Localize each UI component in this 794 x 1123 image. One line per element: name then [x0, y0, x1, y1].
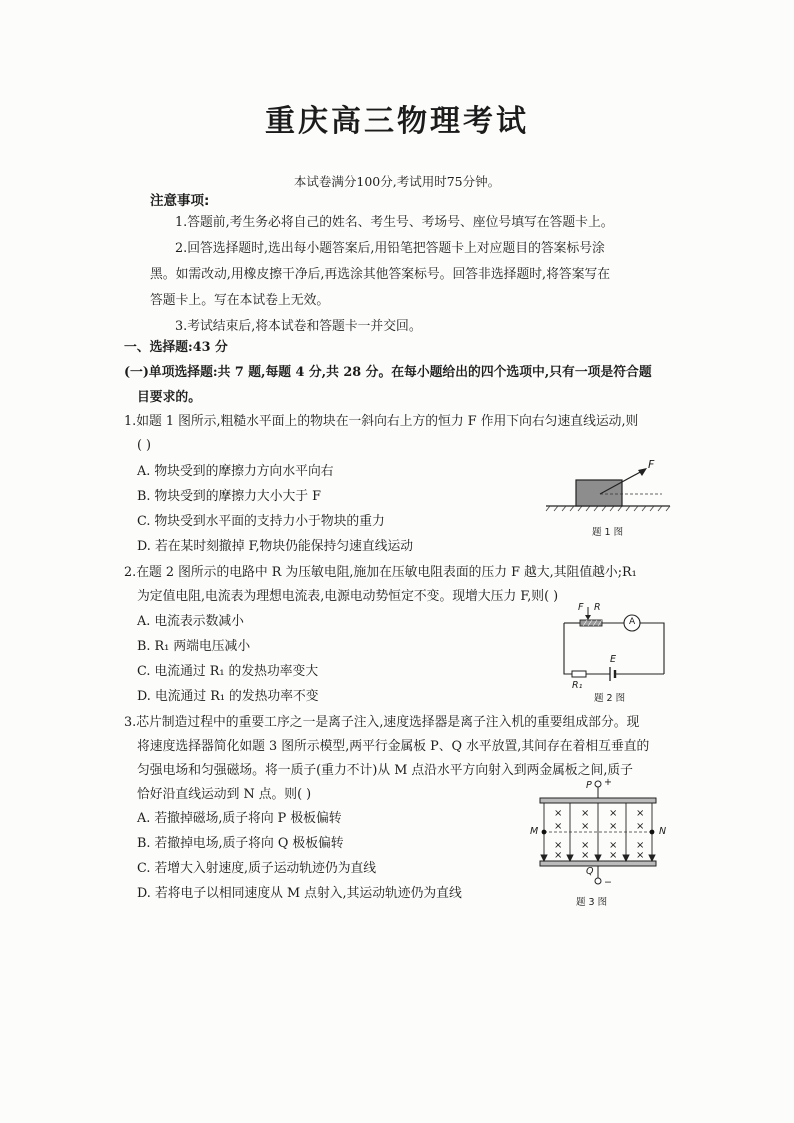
q3-label-minus: − [604, 877, 612, 888]
q1-figure-caption: 题 1 图 [592, 527, 624, 538]
field-cross: × [581, 840, 590, 851]
q1-stem-line-1: 1.如题 1 图所示,粗糙水平面上的物块在一斜向右上方的恒力 F 作用下向右匀速直线运动,则 [124, 414, 639, 429]
notice-item-2-line-3: 答题卡上。写在本试卷上无效。 [150, 293, 330, 308]
notice-item-2-line-1: 2.回答选择题时,选出每小题答案后,用铅笔把答题卡上对应题目的答案标号涂 [175, 241, 605, 256]
q1-option-d: D. 若在某时刻撤掉 F,物块仍能保持匀速直线运动 [137, 539, 414, 554]
q3-stem-line-4: 恰好沿直线运动到 N 点。则( ) [137, 787, 312, 802]
notice-item-2-line-2: 黑。如需改动,用橡皮擦干净后,再选涂其他答案标号。回答非选择题时,将答案写在 [150, 267, 611, 282]
field-cross: × [554, 850, 563, 861]
q2-label-e: E [610, 654, 617, 665]
q2-stem-line-1: 2.在题 2 图所示的电路中 R 为压敏电阻,施加在压敏电阻表面的压力 F 越大,其阻值越小;R₁ [124, 565, 637, 580]
q2-option-d: D. 电流通过 R₁ 的发热功率不变 [137, 689, 319, 704]
q1-stem-line-2: ( ) [137, 438, 152, 453]
field-cross: × [554, 840, 563, 851]
q2-figure [554, 602, 672, 704]
q3-label-p: P [586, 780, 592, 791]
q1-option-a: A. 物块受到的摩擦力方向水平向右 [137, 464, 334, 479]
q3-option-c: C. 若增大入射速度,质子运动轨迹仍为直线 [137, 861, 377, 876]
field-cross: × [609, 850, 618, 861]
q3-stem-line-2: 将速度选择器简化如题 3 图所示模型,两平行金属板 P、Q 水平放置,其间存在着相互垂直的 [137, 739, 650, 754]
q2-option-a: A. 电流表示数减小 [137, 614, 244, 629]
field-cross: × [636, 840, 645, 851]
q2-label-r: R [594, 602, 601, 613]
q3-option-d: D. 若将电子以相同速度从 M 点射入,其运动轨迹仍为直线 [137, 886, 462, 901]
velocity-selector-diagram [530, 778, 670, 896]
q3-label-m: M [530, 826, 539, 837]
q3-figure-caption: 题 3 图 [576, 897, 608, 908]
q2-label-f: F [578, 602, 584, 613]
q2-stem-line-2: 为定值电阻,电流表为理想电流表,电源电动势恒定不变。现增大压力 F,则( ) [137, 589, 559, 604]
field-cross: × [581, 821, 590, 832]
field-cross: × [581, 850, 590, 861]
q1-label-f: F [648, 458, 655, 471]
exam-subtitle: 本试卷满分100分,考试用时75分钟。 [293, 174, 501, 189]
exam-title: 重庆高三物理考试 [265, 104, 529, 139]
field-cross: × [581, 808, 590, 819]
q3-figure [530, 777, 670, 908]
q2-label-ammeter: A [629, 617, 636, 627]
notice-item-1: 1.答题前,考生务必将自己的姓名、考生号、考场号、座位号填写在答题卡上。 [175, 215, 614, 230]
field-cross: × [554, 808, 563, 819]
q2-figure-caption: 题 2 图 [594, 693, 626, 704]
field-cross: × [609, 808, 618, 819]
q2-option-b: B. R₁ 两端电压减小 [137, 639, 251, 654]
circuit-diagram [554, 604, 672, 684]
q3-stem-line-3: 匀强电场和匀强磁场。将一质子(重力不计)从 M 点沿水平方向射入到两金属板之间,质子 [137, 763, 633, 778]
field-cross: × [636, 808, 645, 819]
subsection-line-2: 目要求的。 [137, 390, 201, 405]
q3-label-plus: + [604, 777, 612, 788]
q1-option-c: C. 物块受到水平面的支持力小于物块的重力 [137, 514, 385, 529]
field-cross: × [636, 821, 645, 832]
field-cross: × [609, 821, 618, 832]
field-cross: × [609, 840, 618, 851]
block-force-diagram [544, 458, 674, 518]
q3-stem-line-1: 3.芯片制造过程中的重要工序之一是离子注入,速度选择器是离子注入机的重要组成部分。现 [124, 715, 640, 730]
notice-heading: 注意事项: [150, 193, 210, 209]
notice-item-3: 3.考试结束后,将本试卷和答题卡一并交回。 [175, 319, 422, 334]
q2-option-c: C. 电流通过 R₁ 的发热功率变大 [137, 664, 319, 679]
q1-figure [544, 458, 674, 538]
q3-option-a: A. 若撤掉磁场,质子将向 P 极板偏转 [137, 811, 342, 826]
q2-label-r1: R₁ [572, 680, 583, 691]
q3-label-q: Q [586, 866, 594, 877]
section-title: 一、选择题:43 分 [124, 340, 228, 355]
q1-option-b: B. 物块受到的摩擦力大小大于 F [137, 489, 322, 504]
q3-label-n: N [659, 826, 667, 837]
q3-option-b: B. 若撤掉电场,质子将向 Q 极板偏转 [137, 836, 344, 851]
field-cross: × [554, 821, 563, 832]
subsection-line-1: (一)单项选择题:共 7 题,每题 4 分,共 28 分。在每小题给出的四个选项中,只有一项是符合题 [124, 365, 652, 380]
field-cross: × [636, 850, 645, 861]
